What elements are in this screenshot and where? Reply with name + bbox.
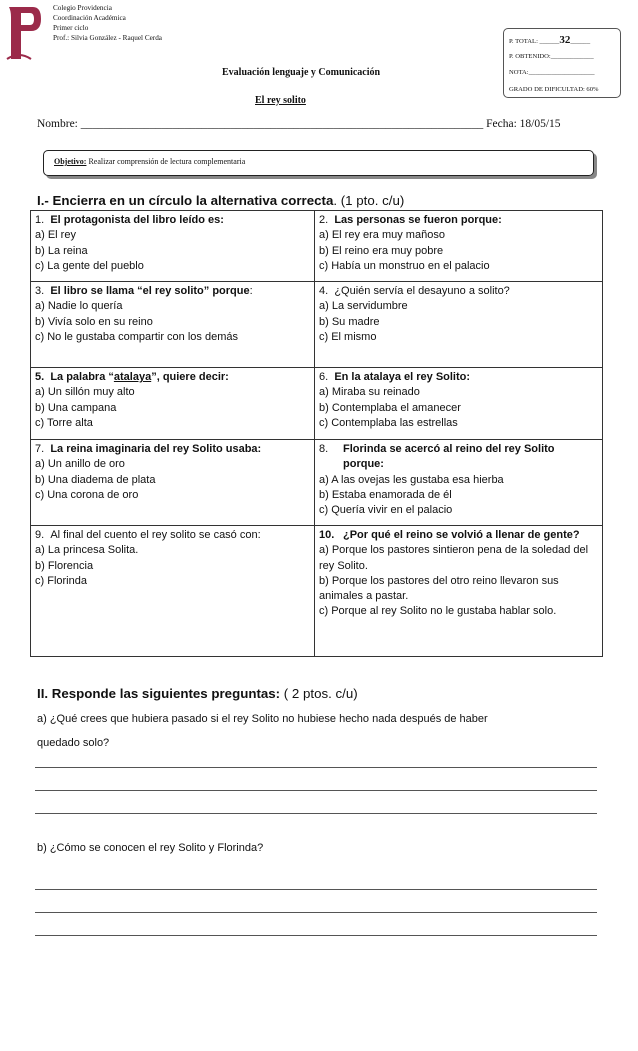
option[interactable]: b) Vivía solo en su reino — [35, 315, 153, 328]
option[interactable]: a) El rey era muy mañoso — [319, 229, 445, 242]
option[interactable]: a) La princesa Solita. — [35, 544, 139, 557]
question-4: 4. ¿Quién servía el desayuno a solito? a) La servidumbre b) Su madre c) El mismo — [315, 282, 603, 368]
questions-table — [30, 210, 603, 657]
objective-text: Realizar comprensión de lectura complementaria — [86, 157, 246, 166]
question-8-stem: 8. Florinda se acercó al reino del rey Solito porque: — [319, 443, 555, 471]
option[interactable]: c) Torre alta — [35, 416, 93, 429]
option[interactable]: a) Un anillo de oro — [35, 458, 125, 471]
school-teachers: Prof.: Silvia González - Raquel Cerda — [53, 34, 162, 42]
option[interactable]: a) La servidumbre — [319, 300, 408, 313]
section2-title: II. Responde las siguientes preguntas: ( 2 ptos. c/u) — [37, 686, 358, 701]
name-field[interactable]: ______________________________________________________________________ — [80, 118, 484, 130]
table-row — [31, 282, 603, 368]
option[interactable]: a) El rey — [35, 229, 76, 242]
option[interactable]: b) Porque los pastores del otro reino llevaron sus animales a pastar. — [319, 574, 559, 603]
objective-label: Objetivo: — [54, 157, 87, 166]
score-difficulty: GRADO DE DIFICULTAD: 60% — [509, 85, 599, 93]
table-row — [31, 440, 603, 526]
section1-title: I.- Encierra en un círculo la alternativa correcta. (1 pto. c/u) — [37, 193, 405, 208]
option[interactable]: c) Una corona de oro — [35, 488, 139, 501]
question-3: 3. El libro se llama “el rey solito” porque: a) Nadie lo quería b) Vivía solo en su reino c) No le gustaba compartir con los demás — [31, 282, 315, 368]
option[interactable]: b) La reina — [35, 244, 88, 257]
option[interactable]: b) Estaba enamorada de él — [319, 488, 452, 501]
score-grade: NOTA:____________________ — [509, 69, 595, 76]
question-10 — [315, 526, 603, 657]
question-1: 1. El protagonista del libro leído es: a) El rey b) La reina c) La gente del pueblo — [31, 211, 315, 282]
option[interactable]: c) Había un monstruo en el palacio — [319, 259, 490, 272]
answer-line[interactable] — [35, 935, 597, 936]
answer-line[interactable] — [35, 767, 597, 768]
score-obtained: P. OBTENIDO:_____________ — [509, 52, 594, 60]
question-7: 7. La reina imaginaria del rey Solito usaba: a) Un anillo de oro b) Una diadema de plata c) Una corona de oro — [31, 440, 315, 526]
question-2: 2. Las personas se fueron porque: a) El rey era muy mañoso b) El reino era muy pobre c) Había un monstruo en el palacio — [315, 211, 603, 282]
question-a-line1: a) ¿Qué crees que hubiera pasado si el rey Solito no hubiese hecho nada después de haber — [37, 713, 488, 725]
story-title: El rey solito — [255, 95, 306, 106]
option[interactable]: a) Nadie lo quería — [35, 300, 123, 313]
score-total: P. TOTAL: ______32______ — [509, 34, 591, 46]
option[interactable]: b) El reino era muy pobre — [319, 244, 444, 257]
answer-line[interactable] — [35, 790, 597, 791]
table-row — [31, 211, 603, 282]
option[interactable]: a) Porque los pastores sintieron pena de la soledad del rey Solito. — [319, 544, 589, 572]
option[interactable]: b) Una diadema de plata — [35, 473, 156, 486]
option[interactable]: b) Una campana — [35, 401, 117, 414]
option[interactable]: b) Su madre — [319, 315, 380, 328]
table-row — [31, 526, 603, 657]
option[interactable]: c) El mismo — [319, 330, 377, 343]
question-10-stem: 10. ¿Por qué el reino se volvió a llenar de gente? — [319, 529, 580, 541]
answer-line[interactable] — [35, 912, 597, 913]
school-name: Colegio Providencia — [53, 4, 112, 12]
option[interactable]: c) Contemplaba las estrellas — [319, 416, 458, 429]
date-label: Fecha: 18/05/15 — [483, 118, 561, 130]
name-label: Nombre: — [37, 118, 81, 130]
question-9: 9. Al final del cuento el rey solito se casó con: a) La princesa Solita. b) Florencia c) Florinda — [31, 526, 315, 657]
option[interactable]: c) Florinda — [35, 574, 87, 587]
option[interactable]: c) La gente del pueblo — [35, 259, 144, 272]
name-date-row — [37, 118, 561, 130]
question-5: 5. La palabra “atalaya”, quiere decir: a) Un sillón muy alto b) Una campana c) Torre alta — [31, 368, 315, 440]
option[interactable]: c) Porque al rey Solito no le gustaba hablar solo. — [319, 605, 557, 618]
question-b: b) ¿Cómo se conocen el rey Solito y Florinda? — [37, 842, 264, 854]
option[interactable]: a) Un sillón muy alto — [35, 386, 135, 399]
school-cycle: Primer ciclo — [53, 24, 89, 32]
option[interactable]: a) A las ovejas les gustaba esa hierba — [319, 473, 504, 486]
option[interactable]: b) Contemplaba el amanecer — [319, 401, 461, 414]
option[interactable]: c) No le gustaba compartir con los demás — [35, 330, 238, 343]
option[interactable]: a) Miraba su reinado — [319, 386, 420, 399]
school-coordination: Coordinación Académica — [53, 14, 126, 22]
evaluation-title: Evaluación lenguaje y Comunicación — [222, 67, 381, 78]
option[interactable]: b) Florencia — [35, 559, 94, 572]
option[interactable]: c) Quería vivir en el palacio — [319, 504, 453, 517]
objective-box — [43, 150, 594, 176]
question-6: 6. En la atalaya el rey Solito: a) Miraba su reinado b) Contemplaba el amanecer c) Contemplaba las estrellas — [315, 368, 603, 440]
answer-line[interactable] — [35, 813, 597, 814]
table-row — [31, 368, 603, 440]
score-total-value: 32 — [559, 34, 571, 46]
answer-line[interactable] — [35, 889, 597, 890]
school-logo — [5, 3, 43, 63]
score-box — [503, 28, 621, 98]
question-8 — [315, 440, 603, 526]
question-a-line2: quedado solo? — [37, 737, 110, 749]
